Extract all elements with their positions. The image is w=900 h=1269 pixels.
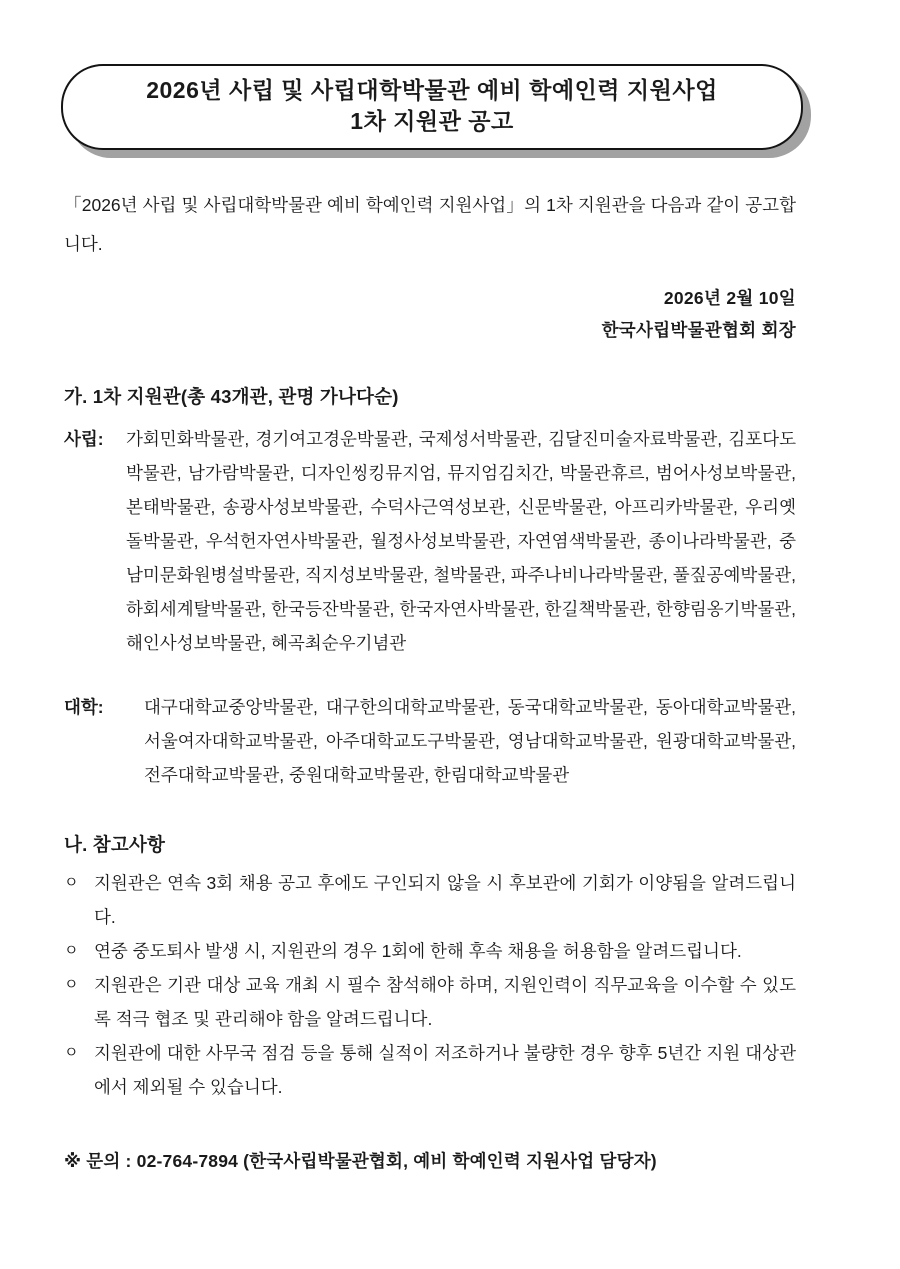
section-a-heading: 가. 1차 지원관(총 43개관, 관명 가나다순) bbox=[64, 385, 399, 407]
university-museums-list: 대구대학교중앙박물관, 대구한의대학교박물관, 동국대학교박물관, 동아대학교박물관, 서울여자대학교박물관, 아주대학교도구박물관, 영남대학교박물관, 원광대학교박물관, 전주대학교박물관, 중원대학교박물관, 한림대학교박물관 bbox=[144, 696, 796, 785]
private-museums-label: 사립: bbox=[64, 428, 104, 449]
note-item bbox=[64, 968, 796, 1036]
note-item bbox=[64, 866, 796, 934]
note-item bbox=[64, 934, 796, 968]
note-item bbox=[64, 1036, 796, 1104]
bullet-marker-icon: ㅇ bbox=[64, 941, 79, 959]
note-text: 지원관에 대한 사무국 점검 등을 통해 실적이 저조하거나 불량한 경우 향후 5년간 지원 대상관에서 제외될 수 있습니다. bbox=[94, 1042, 796, 1097]
notice-signer: 한국사립박물관협회 회장 bbox=[601, 319, 796, 340]
notice-date: 2026년 2월 10일 bbox=[663, 287, 796, 308]
private-museums-row bbox=[64, 422, 796, 660]
intro-paragraph: 「2026년 사립 및 사립대학박물관 예비 학예인력 지원사업」의 1차 지원관을 다음과 같이 공고합니다. bbox=[64, 195, 796, 254]
notes-list bbox=[64, 866, 796, 1104]
notice-title-line2: 1차 지원관 공고 bbox=[350, 108, 514, 134]
contact-line: ※ 문의 : 02-764-7894 (한국사립박물관협회, 예비 학예인력 지원사업 담당자) bbox=[64, 1150, 657, 1171]
signature-block bbox=[64, 282, 796, 346]
bullet-marker-icon: ㅇ bbox=[64, 873, 79, 891]
note-text: 지원관은 연속 3회 채용 공고 후에도 구인되지 않을 시 후보관에 기회가 이양됨을 알려드립니다. bbox=[94, 872, 796, 927]
note-text: 연중 중도퇴사 발생 시, 지원관의 경우 1회에 한해 후속 채용을 허용함을 알려드립니다. bbox=[94, 940, 742, 961]
university-museums-label: 대학: bbox=[64, 696, 104, 717]
bullet-marker-icon: ㅇ bbox=[64, 975, 79, 993]
section-b-heading: 나. 참고사항 bbox=[64, 833, 166, 855]
bullet-marker-icon: ㅇ bbox=[64, 1043, 79, 1061]
private-museums-list: 가회민화박물관, 경기여고경운박물관, 국제성서박물관, 김달진미술자료박물관, 김포다도박물관, 남가람박물관, 디자인씽킹뮤지엄, 뮤지엄김치간, 박물관휴르, 범어사성보박물관, 본태박물관, 송광사성보박물관, 수덕사근역성보관, 신문박물관, 아프리카박물관, 우리옛돌박물관, 우석헌자연사박물관, 월정사성보박물관, 자연염색박물관, 종이나라박물관, 중남미문화원병설박물관, 직지성보박물관, 철박물관, 파주나비나라박물관, 풀짚공예박물관, 하회세계탈박물관, 한국등잔박물관, 한국자연사박물관, 한길책박물관, 한향림옹기박물관, 해인사성보박물관, 혜곡최순우기념관 bbox=[126, 428, 796, 653]
notice-title-box bbox=[61, 64, 803, 150]
notice-title-line1: 2026년 사립 및 사립대학박물관 예비 학예인력 지원사업 bbox=[146, 77, 718, 103]
note-text: 지원관은 기관 대상 교육 개최 시 필수 참석해야 하며, 지원인력이 직무교육을 이수할 수 있도록 적극 협조 및 관리해야 함을 알려드립니다. bbox=[94, 974, 796, 1029]
university-museums-row bbox=[64, 690, 796, 792]
